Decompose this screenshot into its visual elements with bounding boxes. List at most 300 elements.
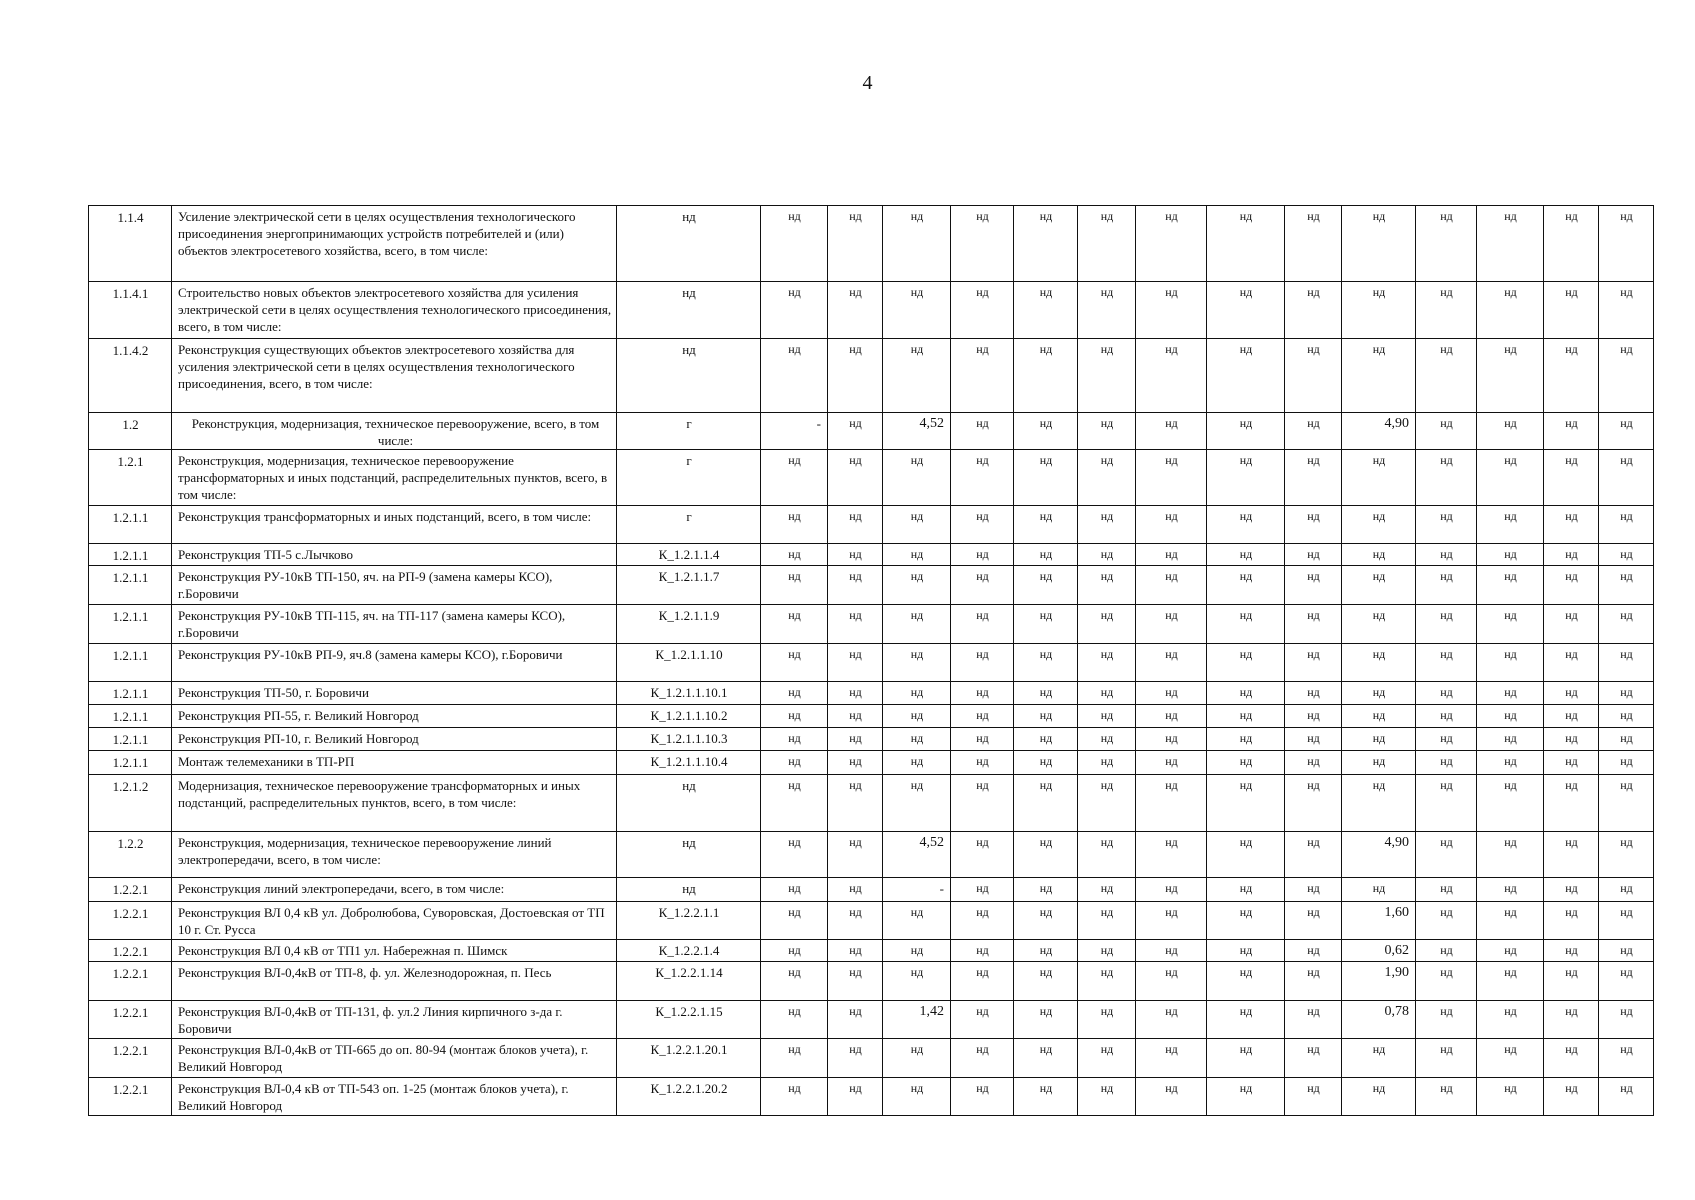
value-cell: нд: [1078, 705, 1136, 728]
value-cell: нд: [1342, 605, 1416, 644]
value-cell: нд: [828, 940, 883, 962]
value-cell: нд: [1014, 878, 1078, 902]
value-cell: нд: [951, 751, 1014, 775]
value-cell: нд: [1342, 566, 1416, 605]
value-cell: нд: [1544, 705, 1599, 728]
value-cell: нд: [1342, 282, 1416, 339]
value-cell: нд: [951, 682, 1014, 705]
row-number-cell: 1.1.4: [89, 206, 172, 282]
value-cell: нд: [828, 282, 883, 339]
value-cell: нд: [1544, 940, 1599, 962]
table-row: [89, 339, 1654, 413]
project-id-cell: нд: [617, 775, 761, 832]
value-cell: нд: [1544, 413, 1599, 450]
project-id-cell: нд: [617, 832, 761, 878]
value-cell: нд: [1544, 339, 1599, 413]
value-cell: нд: [1416, 450, 1477, 506]
value-cell: нд: [1342, 751, 1416, 775]
table-row: [89, 206, 1654, 282]
table-row: [89, 705, 1654, 728]
value-cell: нд: [1416, 682, 1477, 705]
value-cell: нд: [1285, 282, 1342, 339]
value-cell: нд: [1078, 206, 1136, 282]
value-cell: нд: [1416, 878, 1477, 902]
value-cell: нд: [761, 1078, 828, 1116]
value-cell: нд: [1136, 644, 1207, 682]
value-cell: нд: [951, 450, 1014, 506]
row-number-cell: 1.2.1.2: [89, 775, 172, 832]
value-cell: нд: [1477, 751, 1544, 775]
value-cell: нд: [1477, 940, 1544, 962]
value-cell: нд: [828, 413, 883, 450]
value-cell: нд: [1078, 832, 1136, 878]
value-cell: нд: [1014, 940, 1078, 962]
value-cell: нд: [1416, 566, 1477, 605]
value-cell: нд: [1136, 450, 1207, 506]
value-cell: нд: [1078, 878, 1136, 902]
value-cell: нд: [951, 775, 1014, 832]
value-cell: нд: [1014, 962, 1078, 1001]
row-name-cell: Реконструкция ТП-50, г. Боровичи: [172, 682, 617, 705]
value-cell: нд: [1416, 940, 1477, 962]
value-cell: нд: [1014, 413, 1078, 450]
value-cell: нд: [1477, 832, 1544, 878]
row-number-cell: 1.2.1.1: [89, 566, 172, 605]
value-cell: нд: [1136, 751, 1207, 775]
value-cell: нд: [1014, 1001, 1078, 1039]
value-cell: нд: [1342, 705, 1416, 728]
row-number-cell: 1.2.1.1: [89, 605, 172, 644]
value-cell: нд: [1285, 450, 1342, 506]
value-cell: нд: [1599, 1078, 1654, 1116]
table-row: [89, 450, 1654, 506]
value-cell: нд: [1599, 413, 1654, 450]
value-cell: нд: [1014, 775, 1078, 832]
project-id-cell: К_1.2.1.1.4: [617, 544, 761, 566]
value-cell: нд: [1136, 832, 1207, 878]
value-cell: нд: [951, 1001, 1014, 1039]
value-cell: нд: [951, 728, 1014, 751]
value-cell: нд: [1014, 728, 1078, 751]
value-cell: нд: [883, 940, 951, 962]
value-cell: нд: [1285, 339, 1342, 413]
value-cell: нд: [1285, 682, 1342, 705]
value-cell: нд: [1342, 544, 1416, 566]
value-cell: нд: [1477, 413, 1544, 450]
value-cell: нд: [1207, 1078, 1285, 1116]
value-cell: нд: [1342, 506, 1416, 544]
value-cell: нд: [1078, 940, 1136, 962]
value-cell: нд: [1342, 775, 1416, 832]
row-name-cell: Реконструкция ВЛ 0,4 кВ от ТП1 ул. Набережная п. Шимск: [172, 940, 617, 962]
value-cell: 0,78: [1342, 1001, 1416, 1039]
value-cell: нд: [1416, 339, 1477, 413]
value-cell: нд: [1416, 775, 1477, 832]
value-cell: нд: [951, 206, 1014, 282]
table-row: [89, 940, 1654, 962]
value-cell: нд: [1207, 832, 1285, 878]
row-number-cell: 1.2.2.1: [89, 962, 172, 1001]
value-cell: 0,62: [1342, 940, 1416, 962]
row-number-cell: 1.2.1.1: [89, 728, 172, 751]
value-cell: нд: [883, 644, 951, 682]
value-cell: нд: [1078, 566, 1136, 605]
value-cell: нд: [828, 1001, 883, 1039]
value-cell: нд: [1477, 605, 1544, 644]
value-cell: нд: [761, 1001, 828, 1039]
value-cell: нд: [883, 728, 951, 751]
row-name-cell: Реконструкция ВЛ-0,4 кВ от ТП-543 оп. 1-25 (монтаж блоков учета), г. Великий Новгород: [172, 1078, 617, 1116]
value-cell: нд: [1599, 940, 1654, 962]
value-cell: нд: [828, 705, 883, 728]
value-cell: нд: [1599, 544, 1654, 566]
value-cell: нд: [1136, 566, 1207, 605]
value-cell: нд: [1599, 751, 1654, 775]
value-cell: нд: [761, 775, 828, 832]
value-cell: нд: [883, 605, 951, 644]
value-cell: нд: [883, 206, 951, 282]
value-cell: нд: [1014, 682, 1078, 705]
value-cell: нд: [1014, 206, 1078, 282]
value-cell: нд: [1599, 644, 1654, 682]
value-cell: нд: [883, 751, 951, 775]
value-cell: нд: [1207, 413, 1285, 450]
value-cell: нд: [1285, 206, 1342, 282]
value-cell: нд: [1544, 962, 1599, 1001]
value-cell: нд: [1285, 705, 1342, 728]
table-row: [89, 751, 1654, 775]
value-cell: нд: [761, 644, 828, 682]
value-cell: нд: [883, 682, 951, 705]
value-cell: нд: [1136, 506, 1207, 544]
value-cell: нд: [1544, 544, 1599, 566]
value-cell: нд: [1599, 450, 1654, 506]
value-cell: нд: [1477, 544, 1544, 566]
row-number-cell: 1.1.4.2: [89, 339, 172, 413]
value-cell: нд: [1285, 1039, 1342, 1078]
project-id-cell: К_1.2.2.1.1: [617, 902, 761, 940]
row-number-cell: 1.2.2.1: [89, 878, 172, 902]
value-cell: нд: [1136, 705, 1207, 728]
value-cell: нд: [1477, 339, 1544, 413]
value-cell: нд: [1136, 728, 1207, 751]
value-cell: нд: [1285, 566, 1342, 605]
row-name-cell: Усиление электрической сети в целях осуществления технологического присоединения энергопринимающих устройств потребителей и (или) объектов электросетевого хозяйства, всего, в том числе:: [172, 206, 617, 282]
value-cell: нд: [1078, 605, 1136, 644]
investment-program-table: [88, 205, 1654, 1116]
value-cell: нд: [1207, 1039, 1285, 1078]
value-cell: нд: [761, 544, 828, 566]
project-id-cell: К_1.2.1.1.10.1: [617, 682, 761, 705]
value-cell: нд: [1078, 728, 1136, 751]
value-cell: нд: [1416, 544, 1477, 566]
value-cell: нд: [828, 450, 883, 506]
value-cell: нд: [883, 705, 951, 728]
row-number-cell: 1.2.1.1: [89, 751, 172, 775]
value-cell: нд: [1544, 644, 1599, 682]
row-number-cell: 1.1.4.1: [89, 282, 172, 339]
value-cell: нд: [1207, 644, 1285, 682]
row-number-cell: 1.2.2.1: [89, 902, 172, 940]
value-cell: нд: [761, 339, 828, 413]
value-cell: нд: [828, 605, 883, 644]
value-cell: нд: [1477, 682, 1544, 705]
project-id-cell: г: [617, 413, 761, 450]
value-cell: нд: [1477, 450, 1544, 506]
value-cell: нд: [883, 506, 951, 544]
value-cell: нд: [1477, 962, 1544, 1001]
value-cell: 1,60: [1342, 902, 1416, 940]
value-cell: нд: [1599, 962, 1654, 1001]
value-cell: нд: [1599, 705, 1654, 728]
value-cell: -: [761, 413, 828, 450]
project-id-cell: г: [617, 450, 761, 506]
value-cell: нд: [761, 682, 828, 705]
value-cell: -: [883, 878, 951, 902]
value-cell: нд: [1544, 751, 1599, 775]
value-cell: нд: [1078, 450, 1136, 506]
row-name-cell: Реконструкция ТП-5 с.Лычково: [172, 544, 617, 566]
value-cell: нд: [1136, 206, 1207, 282]
project-id-cell: К_1.2.2.1.15: [617, 1001, 761, 1039]
value-cell: нд: [1544, 605, 1599, 644]
value-cell: нд: [1014, 566, 1078, 605]
row-name-cell: Реконструкция РП-55, г. Великий Новгород: [172, 705, 617, 728]
table-row: [89, 682, 1654, 705]
value-cell: нд: [1207, 506, 1285, 544]
value-cell: нд: [1207, 605, 1285, 644]
value-cell: нд: [951, 940, 1014, 962]
value-cell: нд: [1136, 902, 1207, 940]
value-cell: 1,42: [883, 1001, 951, 1039]
value-cell: нд: [761, 902, 828, 940]
value-cell: нд: [1342, 1039, 1416, 1078]
value-cell: 4,52: [883, 832, 951, 878]
value-cell: нд: [951, 962, 1014, 1001]
value-cell: нд: [1342, 450, 1416, 506]
row-name-cell: Реконструкция РУ-10кВ ТП-150, яч. на РП-9 (замена камеры КСО), г.Боровичи: [172, 566, 617, 605]
row-name-cell: Реконструкция линий электропередачи, всего, в том числе:: [172, 878, 617, 902]
table-row: [89, 413, 1654, 450]
value-cell: нд: [1014, 751, 1078, 775]
value-cell: нд: [1477, 282, 1544, 339]
table-row: [89, 1039, 1654, 1078]
value-cell: нд: [951, 705, 1014, 728]
table-row: [89, 902, 1654, 940]
value-cell: нд: [1544, 728, 1599, 751]
value-cell: нд: [1014, 705, 1078, 728]
table-row: [89, 832, 1654, 878]
value-cell: нд: [1416, 962, 1477, 1001]
value-cell: нд: [1078, 682, 1136, 705]
value-cell: нд: [1014, 644, 1078, 682]
value-cell: нд: [1014, 832, 1078, 878]
value-cell: нд: [1416, 282, 1477, 339]
row-name-cell: Реконструкция РУ-10кВ ТП-115, яч. на ТП-117 (замена камеры КСО), г.Боровичи: [172, 605, 617, 644]
value-cell: нд: [883, 339, 951, 413]
value-cell: нд: [1207, 450, 1285, 506]
value-cell: нд: [1207, 962, 1285, 1001]
table-row: [89, 282, 1654, 339]
project-id-cell: К_1.2.2.1.20.1: [617, 1039, 761, 1078]
value-cell: нд: [1078, 282, 1136, 339]
value-cell: нд: [828, 902, 883, 940]
value-cell: нд: [1416, 751, 1477, 775]
project-id-cell: К_1.2.1.1.7: [617, 566, 761, 605]
value-cell: нд: [1416, 1078, 1477, 1116]
value-cell: нд: [883, 544, 951, 566]
table-row: [89, 775, 1654, 832]
value-cell: нд: [883, 902, 951, 940]
value-cell: нд: [1136, 282, 1207, 339]
row-name-cell: Реконструкция, модернизация, техническое перевооружение линий электропередачи, всего, в том числе:: [172, 832, 617, 878]
value-cell: нд: [951, 832, 1014, 878]
value-cell: нд: [828, 1039, 883, 1078]
value-cell: нд: [761, 940, 828, 962]
value-cell: нд: [951, 544, 1014, 566]
value-cell: нд: [1599, 206, 1654, 282]
value-cell: нд: [828, 751, 883, 775]
value-cell: нд: [1207, 728, 1285, 751]
value-cell: нд: [1207, 878, 1285, 902]
row-number-cell: 1.2.1.1: [89, 705, 172, 728]
value-cell: нд: [1477, 206, 1544, 282]
value-cell: нд: [883, 282, 951, 339]
value-cell: нд: [1136, 413, 1207, 450]
value-cell: нд: [1599, 1001, 1654, 1039]
value-cell: нд: [1599, 282, 1654, 339]
row-number-cell: 1.2.1: [89, 450, 172, 506]
value-cell: нд: [1136, 962, 1207, 1001]
value-cell: нд: [828, 682, 883, 705]
value-cell: нд: [1285, 940, 1342, 962]
table-row: [89, 1078, 1654, 1116]
value-cell: нд: [951, 339, 1014, 413]
value-cell: нд: [1136, 544, 1207, 566]
value-cell: нд: [883, 1039, 951, 1078]
value-cell: нд: [1599, 1039, 1654, 1078]
value-cell: нд: [1599, 506, 1654, 544]
value-cell: нд: [1014, 902, 1078, 940]
project-id-cell: К_1.2.1.1.10: [617, 644, 761, 682]
value-cell: нд: [1416, 705, 1477, 728]
value-cell: нд: [1477, 705, 1544, 728]
row-name-cell: Реконструкция РП-10, г. Великий Новгород: [172, 728, 617, 751]
value-cell: нд: [951, 506, 1014, 544]
project-id-cell: К_1.2.2.1.14: [617, 962, 761, 1001]
value-cell: нд: [1285, 413, 1342, 450]
value-cell: нд: [828, 962, 883, 1001]
value-cell: нд: [1416, 206, 1477, 282]
value-cell: нд: [1599, 902, 1654, 940]
value-cell: нд: [761, 832, 828, 878]
value-cell: нд: [1014, 605, 1078, 644]
project-id-cell: нд: [617, 282, 761, 339]
value-cell: нд: [1207, 544, 1285, 566]
value-cell: нд: [761, 728, 828, 751]
value-cell: нд: [1136, 1039, 1207, 1078]
value-cell: нд: [1477, 728, 1544, 751]
value-cell: нд: [1477, 1039, 1544, 1078]
value-cell: нд: [1477, 775, 1544, 832]
value-cell: нд: [1136, 339, 1207, 413]
value-cell: нд: [828, 206, 883, 282]
value-cell: нд: [761, 450, 828, 506]
value-cell: нд: [828, 728, 883, 751]
value-cell: нд: [1285, 878, 1342, 902]
value-cell: нд: [1136, 940, 1207, 962]
value-cell: нд: [1416, 902, 1477, 940]
value-cell: нд: [1544, 832, 1599, 878]
page-number: 4: [862, 72, 873, 94]
value-cell: нд: [1544, 1078, 1599, 1116]
value-cell: нд: [1285, 544, 1342, 566]
row-name-cell: Реконструкция, модернизация, техническое перевооружение, всего, в том числе:: [172, 413, 617, 450]
value-cell: нд: [761, 282, 828, 339]
value-cell: нд: [1599, 682, 1654, 705]
value-cell: нд: [1207, 775, 1285, 832]
value-cell: нд: [951, 605, 1014, 644]
row-name-cell: Реконструкция РУ-10кВ РП-9, яч.8 (замена камеры КСО), г.Боровичи: [172, 644, 617, 682]
row-number-cell: 1.2.1.1: [89, 506, 172, 544]
value-cell: нд: [1285, 751, 1342, 775]
value-cell: нд: [1477, 506, 1544, 544]
value-cell: нд: [1544, 902, 1599, 940]
value-cell: нд: [1544, 566, 1599, 605]
value-cell: нд: [1078, 902, 1136, 940]
value-cell: нд: [1599, 878, 1654, 902]
value-cell: нд: [1014, 339, 1078, 413]
value-cell: нд: [1207, 1001, 1285, 1039]
value-cell: нд: [761, 566, 828, 605]
value-cell: нд: [1544, 450, 1599, 506]
value-cell: нд: [1477, 1078, 1544, 1116]
value-cell: нд: [1136, 1078, 1207, 1116]
row-name-cell: Модернизация, техническое перевооружение трансформаторных и иных подстанций, распределительных пунктов, всего, в том числе:: [172, 775, 617, 832]
value-cell: нд: [1078, 751, 1136, 775]
value-cell: нд: [1544, 506, 1599, 544]
row-name-cell: Монтаж телемеханики в ТП-РП: [172, 751, 617, 775]
value-cell: нд: [1014, 282, 1078, 339]
value-cell: нд: [1544, 1001, 1599, 1039]
value-cell: нд: [1285, 832, 1342, 878]
value-cell: нд: [761, 962, 828, 1001]
value-cell: нд: [1207, 282, 1285, 339]
value-cell: нд: [1285, 728, 1342, 751]
value-cell: нд: [761, 751, 828, 775]
value-cell: нд: [828, 878, 883, 902]
value-cell: нд: [1599, 605, 1654, 644]
row-name-cell: Строительство новых объектов электросетевого хозяйства для усиления электрической сети в целях осуществления технологического присоединения, всего, в том числе:: [172, 282, 617, 339]
value-cell: нд: [1014, 1039, 1078, 1078]
table-row: [89, 605, 1654, 644]
value-cell: нд: [1136, 1001, 1207, 1039]
value-cell: нд: [1207, 339, 1285, 413]
value-cell: нд: [883, 566, 951, 605]
value-cell: нд: [1078, 962, 1136, 1001]
value-cell: нд: [1014, 450, 1078, 506]
value-cell: нд: [1416, 1039, 1477, 1078]
value-cell: нд: [828, 775, 883, 832]
table-row: [89, 566, 1654, 605]
table-row: [89, 544, 1654, 566]
value-cell: 4,52: [883, 413, 951, 450]
row-number-cell: 1.2.1.1: [89, 544, 172, 566]
row-name-cell: Реконструкция, модернизация, техническое перевооружение трансформаторных и иных подстанций, распределительных пунктов, всего, в том числе:: [172, 450, 617, 506]
value-cell: нд: [1342, 728, 1416, 751]
value-cell: нд: [1207, 206, 1285, 282]
value-cell: нд: [951, 902, 1014, 940]
